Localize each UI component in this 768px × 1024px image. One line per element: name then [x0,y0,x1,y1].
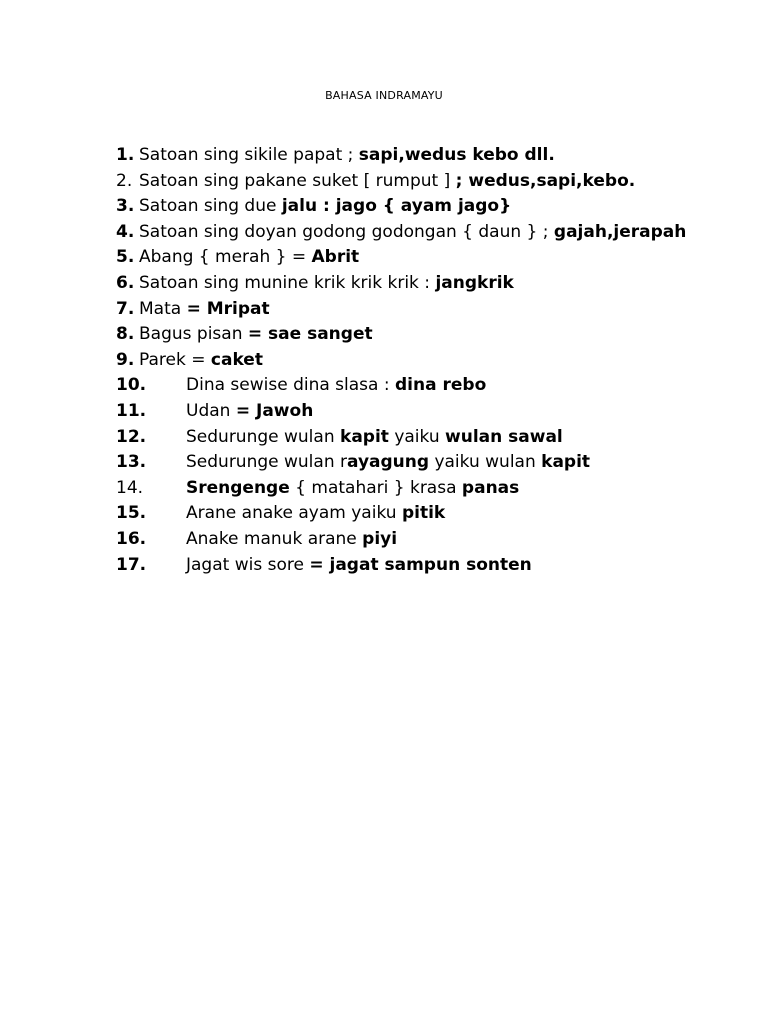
text-segment: Mata [139,298,187,319]
list-item [0,297,768,323]
bold-text-segment: kapit [541,452,591,473]
list-item-text [139,143,555,169]
list-item [0,527,768,553]
list-item-number: 7. [116,298,135,319]
text-segment: Arane anake ayam yaiku [186,503,402,524]
list-item-text [186,501,445,527]
text-segment: Satoan sing munine krik krik krik : [139,272,436,293]
text-segment: Satoan sing pakane suket [ rumput ] [139,170,456,191]
bold-text-segment: Abrit [311,247,360,268]
list-item [0,245,768,271]
bold-text-segment: panas [461,477,520,498]
bold-text-segment: = Mripat [186,298,270,319]
bold-text-segment: piyi [362,528,398,549]
bold-text-segment: jalu : jago { ayam jago} [281,196,512,217]
list-item-number: 11. [116,400,147,421]
list-item-text [139,322,373,348]
bold-text-segment: pitik [401,503,446,524]
list-item-number: 8. [116,324,135,345]
bold-text-segment: caket [210,349,263,370]
text-segment: Abang { merah } = [139,247,312,268]
list-item [0,553,768,579]
list-item-text [186,425,563,451]
text-segment: Parek = [139,349,211,370]
bold-text-segment: dina rebo [395,375,487,396]
list-item [0,348,768,374]
list-item [0,143,768,169]
bold-text-segment: wulan sawal [445,426,563,447]
bold-text-segment: ayagung [347,452,430,473]
list-item-number: 15. [116,503,147,524]
list-item-text [186,450,590,476]
list-item-text [139,297,270,323]
list-item-text [186,373,486,399]
list-item-number: 14. [116,477,144,498]
list-item-text [186,553,532,579]
list-item-number: 12. [116,426,147,447]
list-item [0,322,768,348]
text-segment: Sedurunge wulan [186,426,341,447]
list-item-text [186,527,397,553]
list-item [0,373,768,399]
text-segment: yaiku [388,426,446,447]
list-item [0,425,768,451]
list-item-number: 13. [116,452,147,473]
list-item [0,220,768,246]
list-item-text [139,271,514,297]
list-item [0,399,768,425]
list-item-text [186,399,313,425]
numbered-list [0,143,768,578]
list-item-number: 3. [116,196,135,217]
text-segment: Satoan sing due [139,196,282,217]
list-item-text [186,476,519,502]
text-segment: { matahari } krasa [289,477,462,498]
bold-text-segment: gajah,jerapah [553,221,687,242]
bold-text-segment: jangkrik [435,272,514,293]
text-segment: Dina sewise dina slasa : [186,375,395,396]
bold-text-segment: Srengenge [186,477,290,498]
bold-text-segment: kapit [340,426,389,447]
list-item-text [139,220,686,246]
text-segment: Sedurunge wulan r [186,452,347,473]
text-segment: Jagat wis sore [186,554,310,575]
list-item [0,450,768,476]
text-segment: Anake manuk arane [186,528,363,549]
text-segment: Satoan sing sikile papat ; [139,145,359,165]
list-item [0,194,768,220]
list-item [0,476,768,502]
list-item-number: 10. [116,375,147,396]
list-item-number: 6. [116,272,135,293]
list-item-number: 5. [116,247,135,268]
bold-text-segment: = sae sanget [247,324,373,345]
list-item [0,271,768,297]
list-item [0,169,768,195]
list-item-number: 1. [116,145,135,165]
bold-text-segment: = jagat sampun sonten [309,554,532,575]
list-item-number: 9. [116,349,135,370]
text-segment: Bagus pisan [139,324,248,345]
text-segment: Udan [186,400,236,421]
list-item-text [139,245,359,271]
list-item [0,501,768,527]
list-item-text [139,194,511,220]
bold-text-segment: ; wedus,sapi,kebo. [455,170,636,191]
document-title: BAHASA INDRAMAYU [325,89,443,102]
list-item-number: 2. [116,170,133,191]
bold-text-segment: sapi,wedus kebo dll. [358,145,555,165]
list-item-number: 4. [116,221,135,242]
text-segment: yaiku wulan [429,452,542,473]
text-segment: Satoan sing doyan godong godongan { daun } ; [139,221,554,242]
list-item-number: 16. [116,528,147,549]
bold-text-segment: = Jawoh [235,400,314,421]
list-item-text [139,169,635,195]
list-item-number: 17. [116,554,147,575]
list-item-text [139,348,263,374]
